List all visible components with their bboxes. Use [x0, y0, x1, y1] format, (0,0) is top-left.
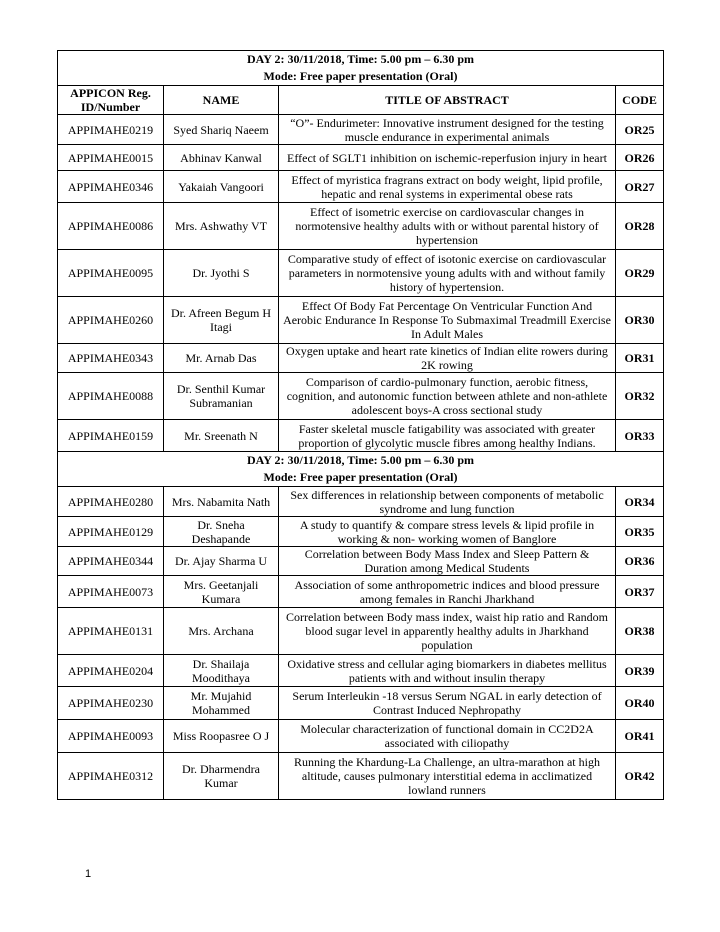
reg-id-cell: APPIMAHE0129 [58, 517, 164, 547]
table-row [58, 115, 664, 145]
table-row [58, 687, 664, 720]
code-cell: OR40 [616, 687, 664, 720]
reg-id-cell: APPIMAHE0344 [58, 547, 164, 576]
name-cell: Dr. Sneha Deshapande [164, 517, 279, 547]
column-header-row [58, 86, 664, 115]
name-cell: Mrs. Geetanjali Kumara [164, 576, 279, 608]
code-cell: OR30 [616, 297, 664, 344]
code-cell: OR39 [616, 655, 664, 687]
reg-id-cell: APPIMAHE0312 [58, 753, 164, 800]
reg-id-cell: APPIMAHE0131 [58, 608, 164, 655]
code-cell: OR28 [616, 203, 664, 250]
table-row [58, 517, 664, 547]
code-cell: OR38 [616, 608, 664, 655]
reg-id-cell: APPIMAHE0346 [58, 171, 164, 203]
abstract-title-cell: Molecular characterization of functional domain in CC2D2A associated with ciliopathy [279, 720, 616, 753]
reg-id-cell: APPIMAHE0204 [58, 655, 164, 687]
reg-id-cell: APPIMAHE0230 [58, 687, 164, 720]
abstract-title-cell: Faster skeletal muscle fatigability was associated with greater proportion of glycolytic muscle fibres among healthy Indians. [279, 420, 616, 452]
abstract-title-cell: Effect Of Body Fat Percentage On Ventricular Function And Aerobic Endurance In Response To Submaximal Treadmill Exercise In Adult Males [279, 297, 616, 344]
code-cell: OR37 [616, 576, 664, 608]
table-row [58, 297, 664, 344]
reg-id-cell: APPIMAHE0095 [58, 250, 164, 297]
abstract-title-cell: Effect of isometric exercise on cardiovascular changes in normotensive healthy adults with or without parental history of hypertension [279, 203, 616, 250]
page-number: 1 [85, 868, 92, 880]
name-cell: Abhinav Kanwal [164, 145, 279, 171]
code-cell: OR27 [616, 171, 664, 203]
schedule-table [57, 50, 664, 800]
section-title [58, 51, 664, 86]
abstract-title-cell: Effect of myristica fragrans extract on body weight, lipid profile, hepatic and renal systems in experimental obese rats [279, 171, 616, 203]
name-cell: Mr. Mujahid Mohammed [164, 687, 279, 720]
name-cell: Dr. Afreen Begum H Itagi [164, 297, 279, 344]
code-cell: OR33 [616, 420, 664, 452]
reg-id-cell: APPIMAHE0219 [58, 115, 164, 145]
table-row [58, 250, 664, 297]
reg-id-cell: APPIMAHE0260 [58, 297, 164, 344]
code-cell: OR42 [616, 753, 664, 800]
name-cell: Mr. Sreenath N [164, 420, 279, 452]
abstract-title-cell: “O”- Endurimeter: Innovative instrument designed for the testing muscle endurance in experimental animals [279, 115, 616, 145]
code-cell: OR29 [616, 250, 664, 297]
table-row [58, 373, 664, 420]
abstract-title-cell: Correlation between Body mass index, waist hip ratio and Random blood sugar level in apparently healthy adults in Jharkhand population [279, 608, 616, 655]
name-cell: Syed Shariq Naeem [164, 115, 279, 145]
table-row [58, 487, 664, 517]
name-cell: Yakaiah Vangoori [164, 171, 279, 203]
code-cell: OR36 [616, 547, 664, 576]
abstract-title-cell: Serum Interleukin -18 versus Serum NGAL in early detection of Contrast Induced Nephropathy [279, 687, 616, 720]
abstract-title-cell: A study to quantify & compare stress levels & lipid profile in working & non- working women of Banglore [279, 517, 616, 547]
reg-id-cell: APPIMAHE0280 [58, 487, 164, 517]
abstract-title-cell: Effect of SGLT1 inhibition on ischemic-reperfusion injury in heart [279, 145, 616, 171]
reg-id-cell: APPIMAHE0093 [58, 720, 164, 753]
code-cell: OR34 [616, 487, 664, 517]
col-header-title: TITLE OF ABSTRACT [279, 86, 616, 115]
table-row [58, 344, 664, 373]
reg-id-cell: APPIMAHE0086 [58, 203, 164, 250]
name-cell: Dr. Dharmendra Kumar [164, 753, 279, 800]
table-row [58, 720, 664, 753]
table-row [58, 576, 664, 608]
name-cell: Dr. Senthil Kumar Subramanian [164, 373, 279, 420]
name-cell: Mrs. Nabamita Nath [164, 487, 279, 517]
abstract-title-cell: Correlation between Body Mass Index and Sleep Pattern & Duration among Medical Students [279, 547, 616, 576]
name-cell: Mrs. Archana [164, 608, 279, 655]
abstract-title-cell: Comparative study of effect of isotonic exercise on cardiovascular parameters in normotensive young adults with and without family history of hypertension. [279, 250, 616, 297]
col-header-code: CODE [616, 86, 664, 115]
code-cell: OR26 [616, 145, 664, 171]
table-row [58, 420, 664, 452]
section-title [58, 452, 664, 487]
section-title-line2: Mode: Free paper presentation (Oral) [263, 69, 458, 83]
code-cell: OR32 [616, 373, 664, 420]
abstract-title-cell: Comparison of cardio-pulmonary function, aerobic fitness, cognition, and autonomic function between athlete and non-athlete adolescent boys-A cross sectional study [279, 373, 616, 420]
name-cell: Dr. Shailaja Moodithaya [164, 655, 279, 687]
abstract-title-cell: Association of some anthropometric indices and blood pressure among females in Ranchi Jharkhand [279, 576, 616, 608]
section-title-line1: DAY 2: 30/11/2018, Time: 5.00 pm – 6.30 pm [247, 52, 475, 66]
schedule-body [58, 51, 664, 800]
table-row [58, 171, 664, 203]
col-header-name: NAME [164, 86, 279, 115]
table-row [58, 203, 664, 250]
reg-id-cell: APPIMAHE0088 [58, 373, 164, 420]
section-title-line2: Mode: Free paper presentation (Oral) [263, 470, 458, 484]
name-cell: Dr. Jyothi S [164, 250, 279, 297]
name-cell: Miss Roopasree O J [164, 720, 279, 753]
code-cell: OR25 [616, 115, 664, 145]
col-header-reg: APPICON Reg. ID/Number [58, 86, 164, 115]
reg-id-cell: APPIMAHE0159 [58, 420, 164, 452]
abstract-title-cell: Sex differences in relationship between components of metabolic syndrome and lung function [279, 487, 616, 517]
table-row [58, 547, 664, 576]
name-cell: Dr. Ajay Sharma U [164, 547, 279, 576]
table-row [58, 753, 664, 800]
abstract-title-cell: Running the Khardung-La Challenge, an ultra-marathon at high altitude, causes pulmonary interstitial edema in acclimatized lowland runners [279, 753, 616, 800]
section-header [58, 452, 664, 487]
name-cell: Mrs. Ashwathy VT [164, 203, 279, 250]
table-row [58, 655, 664, 687]
abstract-title-cell: Oxygen uptake and heart rate kinetics of Indian elite rowers during 2K rowing [279, 344, 616, 373]
reg-id-cell: APPIMAHE0343 [58, 344, 164, 373]
table-row [58, 608, 664, 655]
reg-id-cell: APPIMAHE0015 [58, 145, 164, 171]
code-cell: OR35 [616, 517, 664, 547]
table-row [58, 145, 664, 171]
section-title-line1: DAY 2: 30/11/2018, Time: 5.00 pm – 6.30 pm [247, 453, 475, 467]
name-cell: Mr. Arnab Das [164, 344, 279, 373]
abstract-title-cell: Oxidative stress and cellular aging biomarkers in diabetes mellitus patients with and without insulin therapy [279, 655, 616, 687]
code-cell: OR31 [616, 344, 664, 373]
section-header [58, 51, 664, 86]
reg-id-cell: APPIMAHE0073 [58, 576, 164, 608]
code-cell: OR41 [616, 720, 664, 753]
